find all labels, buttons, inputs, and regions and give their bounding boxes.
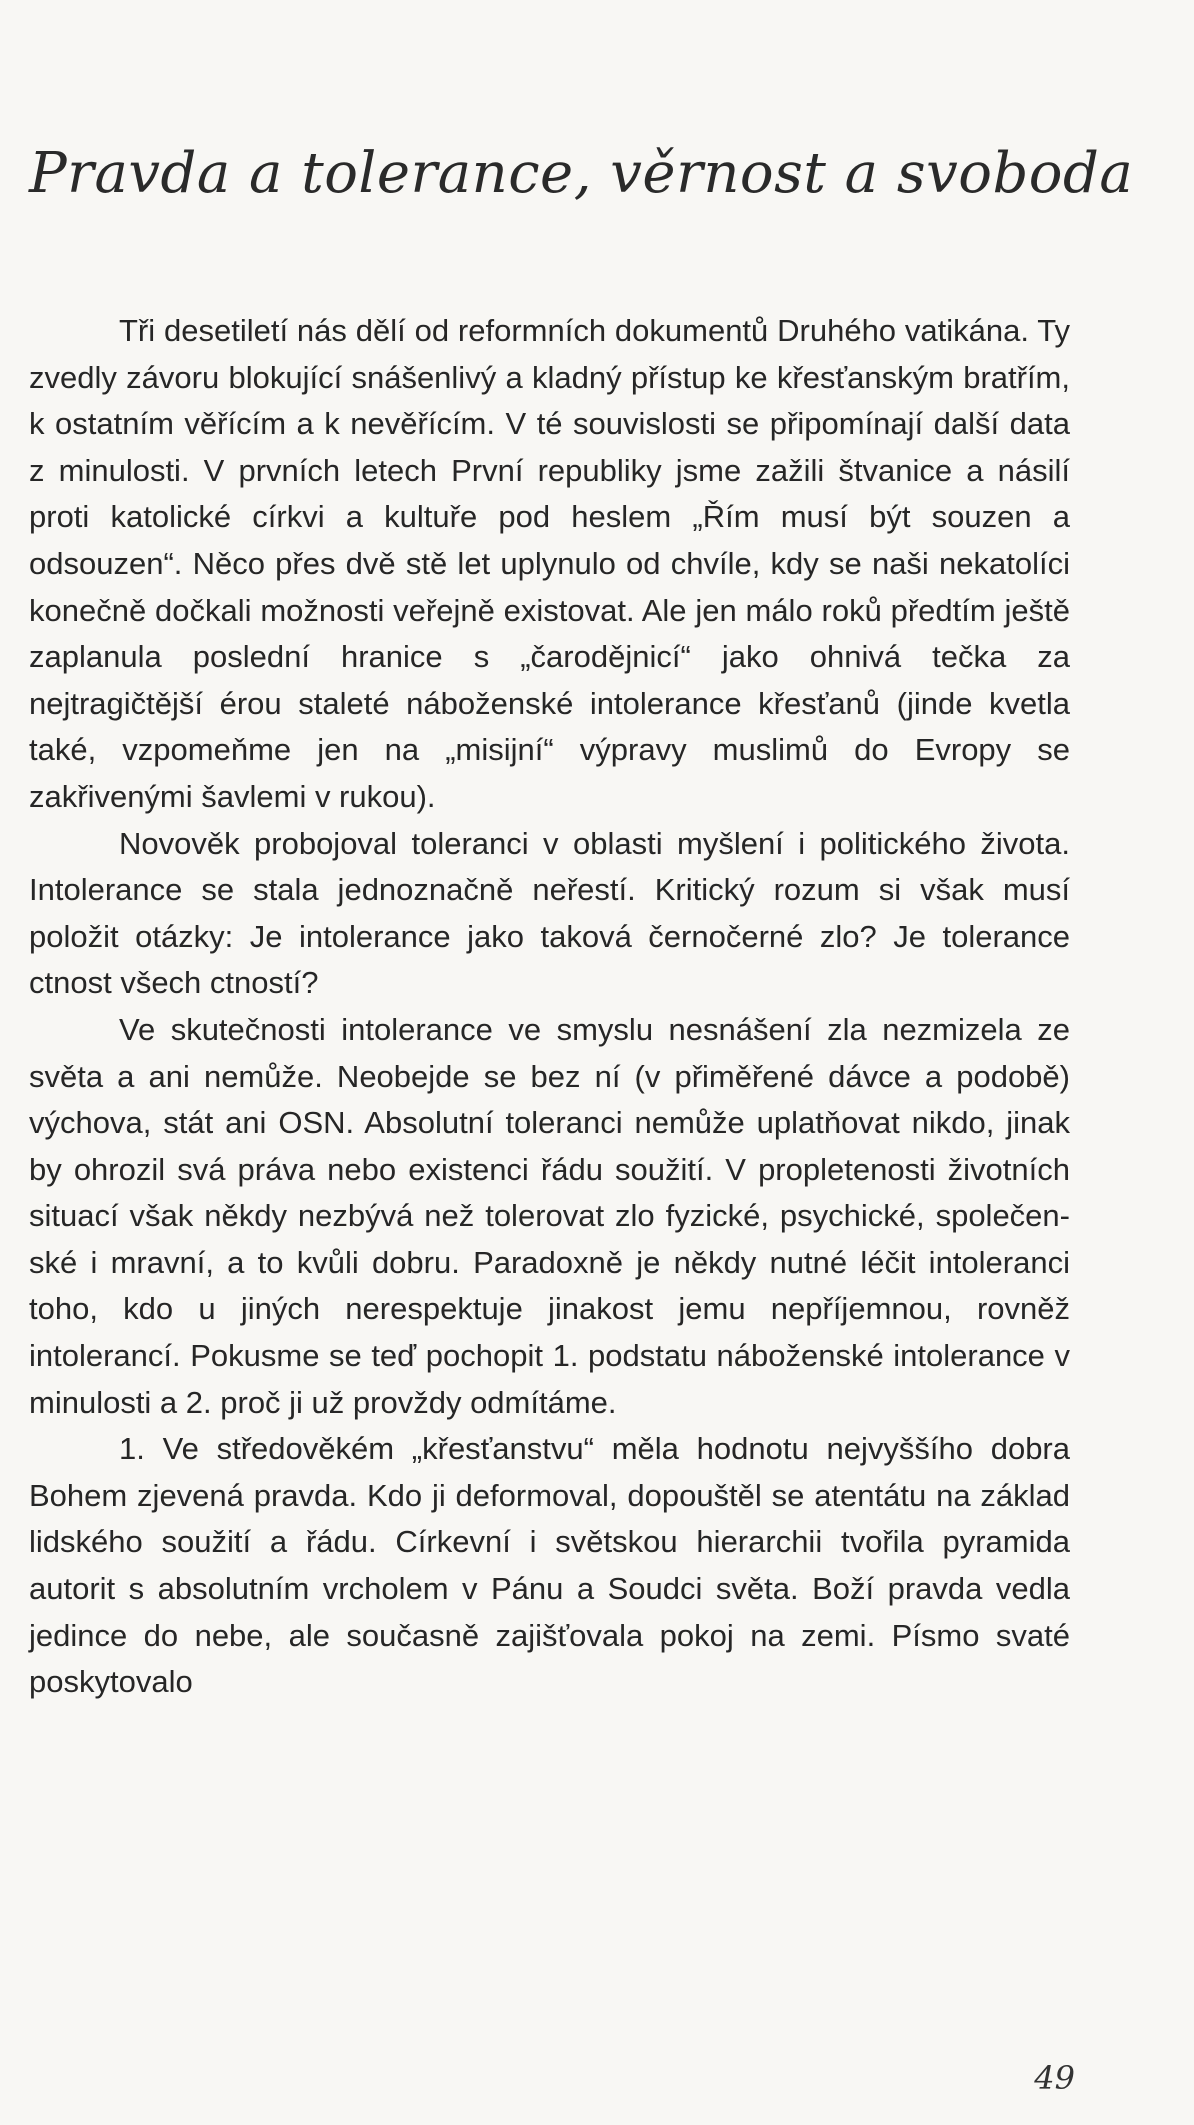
chapter-title: Pravda a tolerance, věrnost a svoboda (29, 141, 1134, 206)
paragraph-2: Novověk probojoval toleranci v oblasti myšlení i politického života. Intolerance se stala jednoznačně neřestí. Kritický rozum si však musí položit otázky: Je intolerance jako taková černočerné zlo? Je tolerance ctnost všech ctností? (29, 825, 1070, 1001)
body-text (29, 308, 1070, 1706)
paragraph-1: Tři desetiletí nás dělí od reformních dokumentů Druhého vatikána. Ty zvedly závoru blokující snášenlivý a kladný přístup ke křesťanským bratřím, k ostatním věřícím a k nevěřícím. V té souvislosti se připomínají další data z minulosti. V prvních letech První republiky jsme zažili štvanice a násilí proti katolické církvi a kultuře pod heslem „Řím musí být souzen a odsouzen“. Něco přes dvě stě let uplynulo od chvíle, kdy se naši nekatolíci konečně dočkali možnosti veřejně existovat. Ale jen málo roků předtím ještě zaplanula poslední hranice s „čarodějnicí“ jako ohnivá tečka za nejtragičtější érou staleté náboženské intolerance křesťanů (jinde kvetla také, vzpomeňme jen na „misijní“ výpravy muslimů do Evropy se zakřivenými šavlemi v rukou). (29, 313, 1070, 814)
page-number: 49 (1034, 2059, 1075, 2097)
paragraph-3: Ve skutečnosti intolerance ve smyslu nesnášení zla nezmizela ze světa a ani nemůže. Neobejde se bez ní (v přiměřené dávce a podobě) výchova, stát ani OSN. Absolutní toleranci nemůže uplatňovat nikdo, jinak by ohrozil svá práva nebo existenci řádu soužití. V propletenosti životních situací však někdy nezbývá než tolerovat zlo fyzické, psychické, společenské i mravní, a to kvůli dobru. Paradoxně je někdy nutné léčit intoleranci toho, kdo u jiných nerespektuje jinakost jemu nepříjemnou, rovněž intolerancí. Pokusme se teď pochopit 1. podstatu náboženské intolerance v minulosti a 2. proč ji už provždy odmítáme. (29, 1011, 1070, 1420)
paragraph-4: 1. Ve středověkém „křesťanstvu“ měla hodnotu nejvyššího dobra Bohem zjevená pravda. Kdo ji deformoval, dopouštěl se atentátu na základ lidského soužití a řádu. Církevní i světskou hierarchii tvořila pyramida autorit s absolutním vrcholem v Pánu a Soudci světa. Boží pravda vedla jedince do nebe, ale současně zajišťovala pokoj na zemi. Písmo svaté poskytovalo (29, 1431, 1070, 1700)
